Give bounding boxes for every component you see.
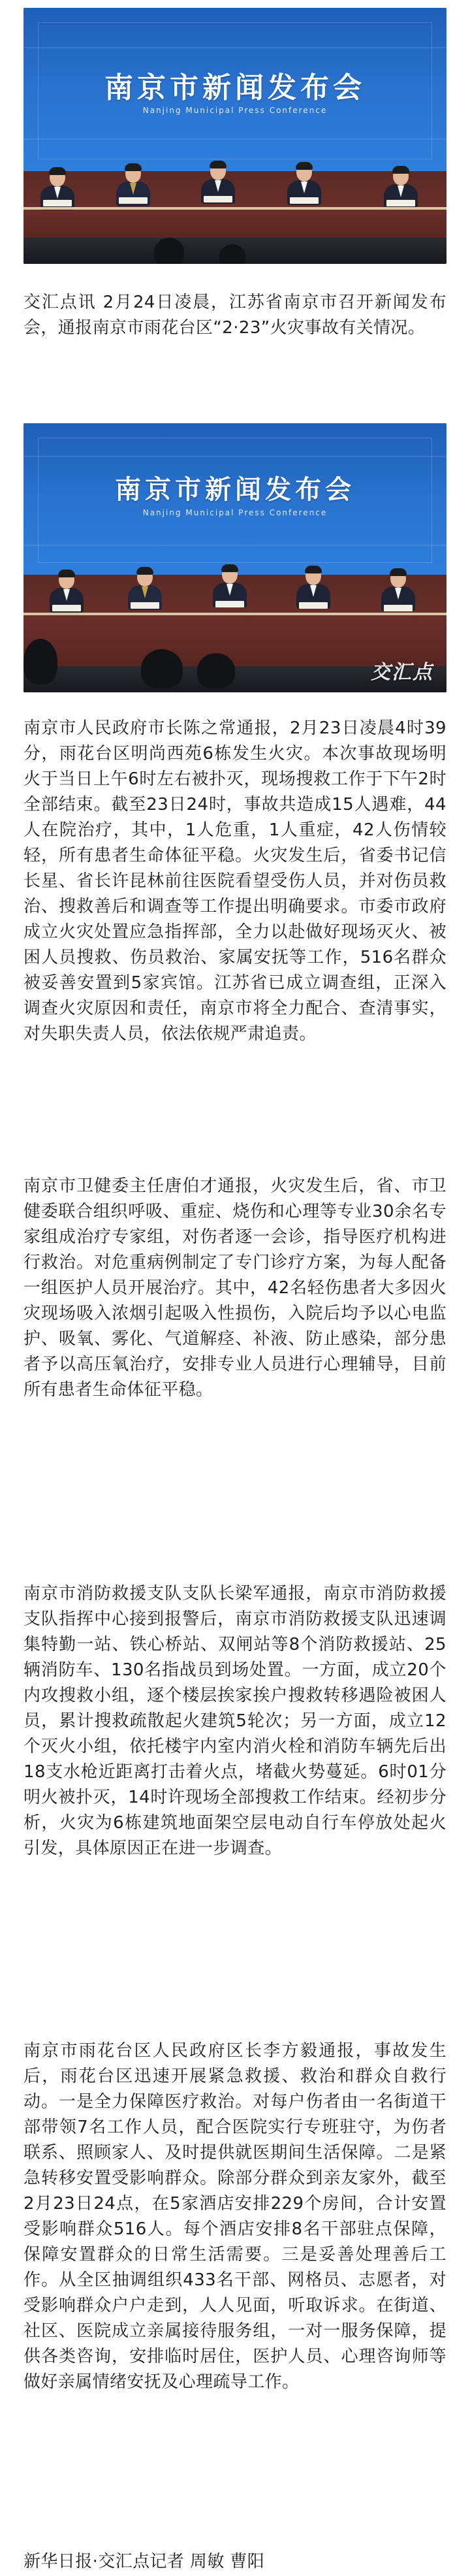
nameplate — [215, 601, 244, 607]
article-paragraph: 南京市雨花台区人民政府区长李方毅通报，事故发生后，雨花台区迅速开展紧急救援、救治和群众自救行动。一是全力保障医疗救治。对每户伤者由一名街道干部带领7名工作人员，配合医院实行专班驻守，为伤者联系、照顾家人、及时提供就医期间生活保障。二是紧急转移安置受影响群众。除部分群众到亲友家外，截至2月23日24点，在5家酒店安排229个房间，合计安置受影响群众516人。每个酒店安排8名干部驻点保障，保障安置群众的日常生活需要。三是妥善处理善后工作。从全区抽调组织433名干部、网格员、志愿者，对受影响群众户户走到，人人见面，听取诉求。在街道、社区、医院成立亲属接待服务组，一对一服务保障，提供各类咨询，安排临时居住，医护人员、心理咨询师等做好亲属情绪安抚及心理疏导工作。 — [24, 2041, 446, 2392]
article-byline: 新华日报·交汇点记者 周敏 曹阳 — [24, 2552, 265, 2571]
banner-title: 南京市新闻发布会 — [115, 475, 355, 505]
banner-subtitle: Nanjing Municipal Press Conference — [142, 106, 328, 115]
nameplate — [119, 197, 148, 204]
article-paragraph: 南京市消防救援支队支队长梁军通报，南京市消防救援支队指挥中心接到报警后，南京市消防救援支队迅速调集特勤一站、铁心桥站、双闸站等8个消防救援站、25辆消防车、130名指战员到场处置。一方面，成立20个内攻搜救小组，逐个楼层挨家挨户搜救转移遇险被困人员，累计搜救疏散起火建筑5轮次；另一方面，成立12个灭火小组，依托楼宇内室内消火栓和消防车辆先后出18支水枪近距离打击着火点，堵截火势蔓延。6时01分明火被扑灭，14时许现场全部搜救工作结束。经初步分析，火灾为6栋建筑地面架空层电动自行车停放处起火引发，具体原因正在进一步调查。 — [24, 1584, 446, 1858]
banner-title: 南京市新闻发布会 — [104, 71, 366, 105]
nameplate — [299, 602, 328, 609]
nameplate — [131, 602, 159, 609]
audience-head — [154, 238, 184, 264]
nameplate — [384, 605, 413, 611]
nameplate — [204, 196, 232, 202]
audience-head — [197, 653, 235, 688]
audience-head — [219, 244, 245, 264]
article-lead: 交汇点讯 2月24日凌晨，江苏省南京市召开新闻发布会，通报南京市雨花台区“2·23”火灾事故有关情况。 — [24, 293, 446, 338]
desk-edge — [24, 613, 446, 615]
article-paragraph: 南京市卫健委主任唐伯才通报，火灾发生后，省、市卫健委联合组织呼吸、重症、烧伤和心理等专业30余名专家组成治疗专家组，对伤者逐一会诊，指导医疗机构进行救治。对危重病例制定了专门诊疗方案，为每人配备一组医护人员开展治疗。其中，42名轻伤患者大多因火灾现场吸入浓烟引起吸入性损伤，入院后均予以心电监护、吸氧、雾化、气道解痉、补液、防止感染，部分患者予以高压氧治疗，安排专业人员进行心理辅导，目前所有患者生命体征平稳。 — [24, 1176, 446, 1400]
press-conference-photo — [24, 423, 446, 692]
audience-head — [24, 639, 57, 684]
press-conference-photo — [24, 8, 446, 264]
nameplate — [290, 197, 319, 204]
banner-subtitle: Nanjing Municipal Press Conference — [142, 508, 328, 517]
nameplate — [43, 200, 72, 206]
audience-head — [141, 649, 183, 688]
nameplate — [52, 605, 81, 611]
watermark-logo: 交汇点 — [371, 661, 433, 684]
desk-edge — [24, 207, 446, 210]
article-paragraph: 南京市人民政府市长陈之常通报，2月23日凌晨4时39分，雨花台区明尚西苑6栋发生火灾。本次事故现场明火于当日上午6时左右被扑灭，现场搜救工作于下午2时全部结束。截至23日24时，事故共造成15人遇难，44人在院治疗，其中，1人危重，1人重症，42人伤情较轻，所有患者生命体征平稳。火灾发生后，省委书记信长星、省长许昆林前往医院看望受伤人员，并对伤员救治、搜救善后和调查等工作提出明确要求。市委市政府成立火灾处置应急指挥部，全力以赴做好现场灭火、被困人员搜救、伤员救治、家属安抚等工作，516名群众被妥善安置到5家宾馆。江苏省已成立调查组，正深入调查火灾原因和责任，南京市将全力配合、查清事实，对失职失责人员，依法依规严肃追责。 — [24, 718, 446, 1044]
nameplate — [386, 200, 415, 206]
